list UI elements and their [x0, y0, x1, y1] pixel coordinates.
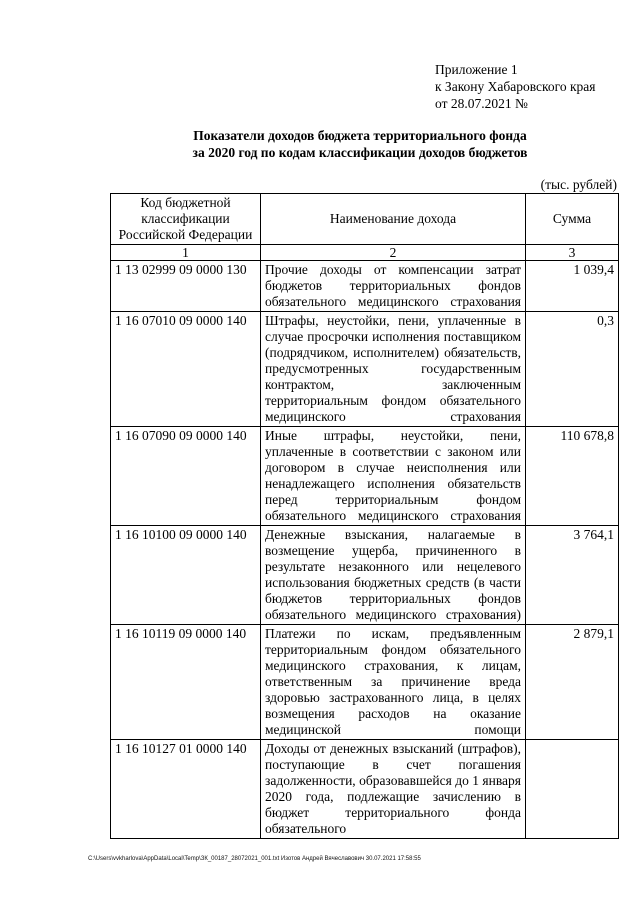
header-code: Код бюджетной классификации Российской Федерации: [111, 194, 261, 245]
document-title-line-2: за 2020 год по кодам классификации доходов бюджетов: [192, 145, 528, 160]
table-row: [111, 312, 619, 427]
column-number-row: [111, 245, 619, 261]
appendix-note: [435, 61, 596, 112]
column-number: 2: [261, 245, 526, 261]
table-row: [111, 427, 619, 526]
column-number: 3: [526, 245, 619, 261]
row-name: Прочие доходы от компенсации затрат бюджетов территориальных фондов обязательного медицинского страхования: [261, 261, 526, 312]
row-code: 1 16 07010 09 0000 140: [111, 312, 261, 427]
row-code: 1 16 07090 09 0000 140: [111, 427, 261, 526]
row-code: 1 16 10127 01 0000 140: [111, 740, 261, 839]
table-row: [111, 625, 619, 740]
row-code: 1 13 02999 09 0000 130: [111, 261, 261, 312]
units-label: (тыс. рублей): [540, 177, 617, 192]
row-amount: [526, 740, 619, 839]
table-row: [111, 526, 619, 625]
row-name: Штрафы, неустойки, пени, уплаченные в случае просрочки исполнения поставщиком (подрядчиком, исполнителем) обязательств, предусмотренных государственным контрактом, заключенным территориальным фондом обязательного медицинского страхования: [261, 312, 526, 427]
row-amount: 110 678,8: [526, 427, 619, 526]
appendix-law-line: к Закону Хабаровского края: [435, 79, 596, 94]
document-title-line-1: Показатели доходов бюджета территориального фонда: [193, 128, 527, 143]
row-name: Доходы от денежных взысканий (штрафов), поступающие в счет погашения задолженности, образовавшейся до 1 января 2020 года, подлежащие зачислению в бюджет территориального фонда обязательного: [261, 740, 526, 839]
appendix-line: Приложение 1: [435, 62, 518, 77]
row-amount: 3 764,1: [526, 526, 619, 625]
row-amount: 1 039,4: [526, 261, 619, 312]
income-table: [110, 193, 619, 839]
row-name: Платежи по искам, предъявленным территориальным фондом обязательного медицинского страхования, к лицам, ответственным за причинение вреда здоровью застрахованного лица, в целях возмещения расходов на оказание медицинской помощи: [261, 625, 526, 740]
column-number: 1: [111, 245, 261, 261]
row-name: Иные штрафы, неустойки, пени, уплаченные в соответствии с законом или договором в случае неисполнения или ненадлежащего исполнения обязательств перед территориальным фондом обязательного медицинского страхования: [261, 427, 526, 526]
row-name: Денежные взыскания, налагаемые в возмещение ущерба, причиненного в результате незаконного или нецелевого использования бюджетных средств (в части бюджетов территориальных фондов обязательного медицинского страхования): [261, 526, 526, 625]
table-header-row: [111, 194, 619, 245]
file-path-footer: C:\Users\vvkharlova\AppData\Local\Temp\ЗК_00187_28072021_001.txt Изотов Андрей Вячеславович 30.07.2021 17:58:55: [88, 856, 421, 862]
row-code: 1 16 10100 09 0000 140: [111, 526, 261, 625]
table-row: [111, 261, 619, 312]
header-amount: Сумма: [526, 194, 619, 245]
appendix-date-line: от 28.07.2021 №: [435, 96, 528, 111]
row-amount: 2 879,1: [526, 625, 619, 740]
row-code: 1 16 10119 09 0000 140: [111, 625, 261, 740]
table-row: [111, 740, 619, 839]
row-amount: 0,3: [526, 312, 619, 427]
header-name: Наименование дохода: [261, 194, 526, 245]
document-title: [100, 127, 620, 161]
